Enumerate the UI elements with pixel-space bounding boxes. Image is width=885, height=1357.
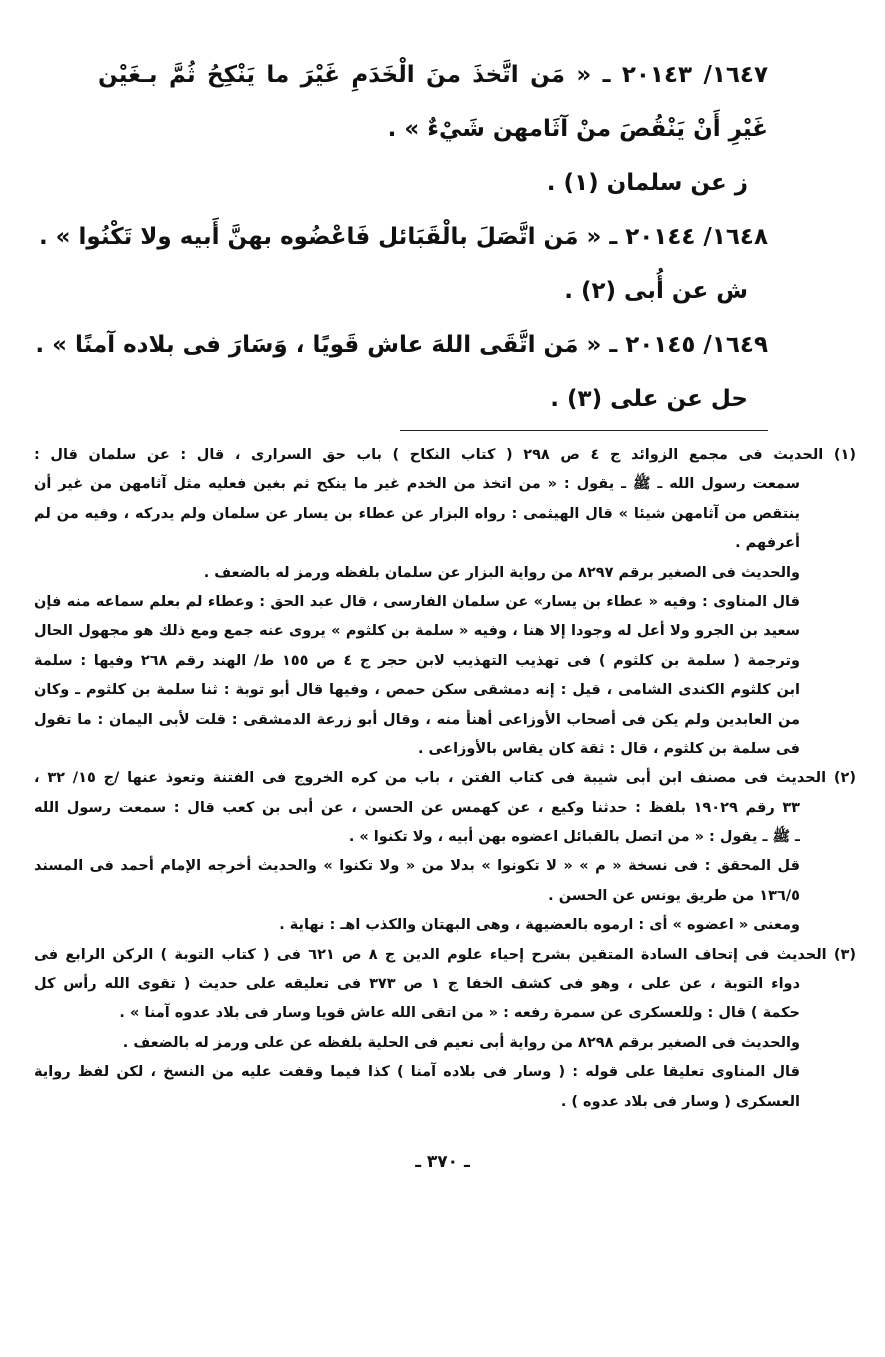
footnote-3-line: دواء التوبة ، عن على ، وهو فى كشف الخفا ج ١ ص ٣٧٣ فى تعليقه على حديث ( تقوى الله رأس كل xyxy=(34,976,800,993)
footnote-2-line: ومعنى « اعضوه » أى : ارموه بالعضيهة ، وهى البهتان والكذب اهـ : نهاية . xyxy=(279,917,800,934)
footnote-1-line: ينتقص من آثامهن شيئا » قال الهيثمى : رواه البزار عن عطاء بن يسار عن سلمان ولم يدركه ، وفيه من لم xyxy=(34,505,800,522)
footnote-1-line: أعرفهم . xyxy=(735,535,800,552)
footnote-1-line: سعيد بن الجرو ولا أعل له وجودا إلا هنا ، وفيه « سلمة بن كلثوم » يروى عنه جمع ومع ذلك هو مجهول الحال xyxy=(34,623,800,640)
footnote-3-line: العسكرى ( وسار فى بلاد عدوه ) . xyxy=(560,1093,800,1110)
footnote-divider xyxy=(400,430,768,431)
footnote-1-line: (١) الحديث فى مجمع الزوائد ج ٤ ص ٢٩٨ ( كتاب النكاح ) باب حق السرارى ، قال : عن سلمان قال : xyxy=(34,447,856,463)
footnote-3-line: قال المناوى تعليقا على قوله : ( وسار فى بلاده آمنا ) كذا فيما وقفت عليه من النسخ ، لكن لفظ رواية xyxy=(34,1064,800,1081)
main-hadith-text xyxy=(35,52,768,430)
page-number: ـ ٣٧٠ ـ xyxy=(415,1152,470,1172)
footnote-3-line: حكمة ) قال : وللعسكرى عن سمرة رفعه : « من اتقى الله عاش قويا وسار فى بلاد عدوه آمنا » . xyxy=(119,1005,800,1022)
footnote-1-line: ابن كلثوم الكندى الشامى ، قيل : إنه دمشقى سكن حمص ، وفيها قال أبو توبة : ثنا سلمة بن كلثوم ـ وكان xyxy=(34,682,800,699)
footnote-1-line: فى سلمة بن كلثوم ، قال : ثقة كان يقاس بالأوزاعى . xyxy=(417,740,800,757)
footnote-1-line: وترجمة ( سلمة بن كلثوم ) فى تهذيب التهذيب لابن حجر ج ٤ ص ١٥٥ ط/ الهند رقم ٢٦٨ وفيها : سلمة xyxy=(34,652,800,669)
footnote-2-line: (٢) الحديث فى مصنف ابن أبى شيبة فى كتاب الفتن ، باب من كره الخروج فى الفتنة وتعوذ عنها /ج ١٥/ ٣٢ ، xyxy=(34,770,856,787)
hadith-1648: ١٦٤٨/ ٢٠١٤٤ ـ « مَن اتَّصَلَ بالْقَبَائل فَاعْضُوه بهنَّ أَبيه ولا تَكْنُوا » . xyxy=(38,224,768,250)
footnote-1-line: من العابدين ولم يكن فى أصحاب الأوزاعى أهنأ منه ، وقال أبو زرعة الدمشقى : قلت لأبى اليمان : ما تقول xyxy=(34,711,800,728)
footnote-1-line: سمعت رسول الله ـ ﷺ ـ يقول : « من اتخذ من الخدم غير ما ينكح ثم بغين فعليه مثل آثامهن من غير أن xyxy=(34,476,800,493)
footnote-3-line: (٣) الحديث فى إتحاف السادة المتقين بشرح إحياء علوم الدين ج ٨ ص ٦٢١ فى ( كتاب التوبة ) الركن الرابع فى xyxy=(34,946,856,963)
footnote-1-line: قال المناوى : وفيه « عطاء بن يسار» عن سلمان الفارسى ، قال عبد الحق : وعطاء لم بعلم سماعه منه فإن xyxy=(34,593,800,610)
hadith-1648-source: ش عن أُبى (٢) . xyxy=(564,278,748,304)
hadith-1647-line-1: ١٦٤٧/ ٢٠١٤٣ ـ « مَن اتَّخذَ منَ الْخَدَمِ غَيْرَ ما يَنْكِحُ ثُمَّ بـغَيْن xyxy=(98,62,768,88)
footnote-2-line: ـ ﷺ ـ يقول : « من اتصل بالقبائل اعضوه بهن أبيه ، ولا تكنوا » . xyxy=(348,829,800,846)
hadith-1649: ١٦٤٩/ ٢٠١٤٥ ـ « مَن اتَّقَى اللهَ عاش قَويًا ، وَسَارَ فى بلاده آمنًا » . xyxy=(35,332,768,358)
hadith-1647-source: ز عن سلمان (١) . xyxy=(546,170,748,196)
hadith-1647-line-2: غَيْرِ أَنْ يَنْقُصَ منْ آثَامهن شَيْءٌ » . xyxy=(387,116,768,142)
footnote-2-line: قل المحقق : فى نسخة « م » « لا تكونوا » بدلا من « ولا تكنوا » والحديث أخرجه الإمام أحمد فى المسند xyxy=(34,858,800,875)
hadith-1649-source: حل عن على (٣) . xyxy=(550,386,748,412)
footnote-1-line: والحديث فى الصغير برقم ٨٢٩٧ من رواية البزار عن سلمان بلفظه ورمز له بالضعف . xyxy=(203,564,800,581)
footnote-2-line: ١٣٦/٥ من طريق يونس عن الحسن . xyxy=(548,887,800,904)
footnote-2-line: ٣٣ رقم ١٩٠٢٩ بلفظ : حدثنا وكيع ، عن كهمس عن الحسن ، عن أبى بن كعب قال : سمعت رسول الله xyxy=(34,799,800,816)
footnotes xyxy=(34,441,856,1117)
footnote-3-line: والحديث فى الصغير برقم ٨٢٩٨ من رواية أبى نعيم فى الحلية بلفظه عن على ورمز له بالضعف . xyxy=(122,1034,800,1051)
